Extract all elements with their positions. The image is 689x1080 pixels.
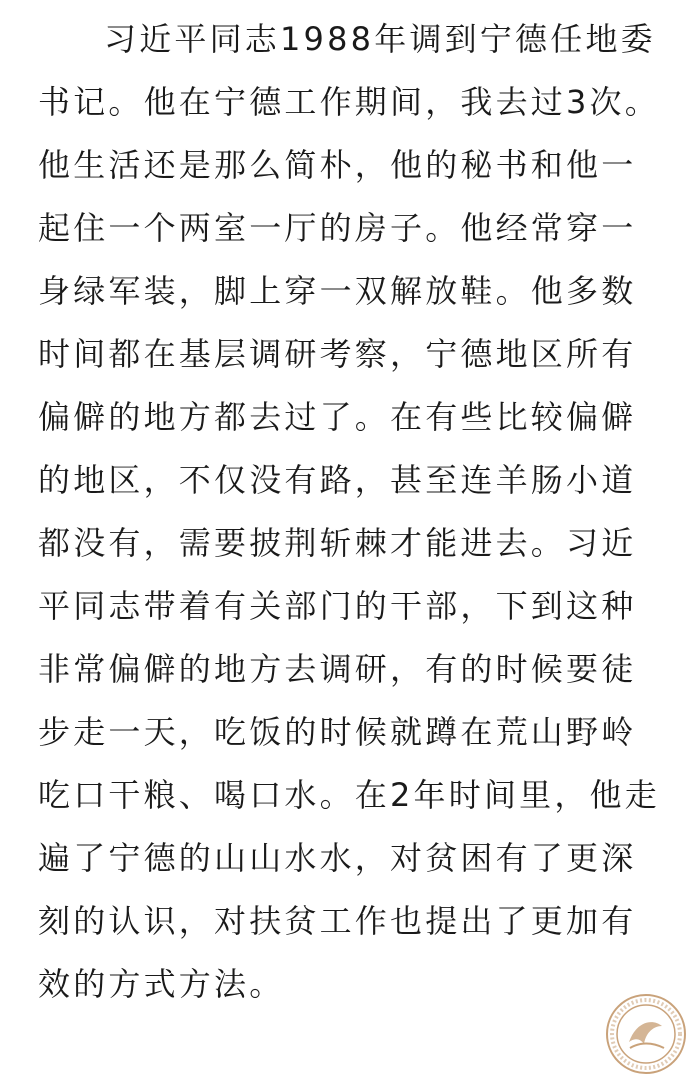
article-line: 时间都在基层调研考察，宁德地区所有 — [38, 335, 637, 373]
article-line: 步走一天，吃饭的时候就蹲在荒山野岭 — [38, 713, 637, 751]
article-line: 刻的认识，对扶贫工作也提出了更加有 — [38, 902, 637, 940]
article-line: 习近平同志1988年调到宁德任地委 — [104, 20, 656, 58]
article-line: 他生活还是那么简朴，他的秘书和他一 — [38, 146, 637, 184]
article-line: 平同志带着有关部门的干部，下到这种 — [38, 587, 637, 625]
seal-emblem-curve — [629, 1022, 662, 1044]
article-line: 书记。他在宁德工作期间，我去过3次。 — [38, 83, 660, 121]
article-line: 遍了宁德的山山水水，对贫困有了更深 — [38, 839, 637, 877]
article-line: 吃口干粮、喝口水。在2年时间里，他走 — [38, 776, 660, 814]
seal-emblem-icon — [604, 992, 688, 1076]
seal-emblem-wave — [630, 1044, 664, 1049]
article-line: 偏僻的地方都去过了。在有些比较偏僻 — [38, 398, 637, 436]
article-line: 身绿军装，脚上穿一双解放鞋。他多数 — [38, 272, 637, 310]
article-body — [38, 8, 658, 1016]
article-line: 都没有，需要披荆斩棘才能进去。习近 — [38, 524, 637, 562]
article-line: 起住一个两室一厅的房子。他经常穿一 — [38, 209, 637, 247]
article-line: 效的方式方法。 — [38, 965, 285, 1003]
article-line: 非常偏僻的地方去调研，有的时候要徒 — [38, 650, 637, 688]
article-line: 的地区，不仅没有路，甚至连羊肠小道 — [38, 461, 637, 499]
